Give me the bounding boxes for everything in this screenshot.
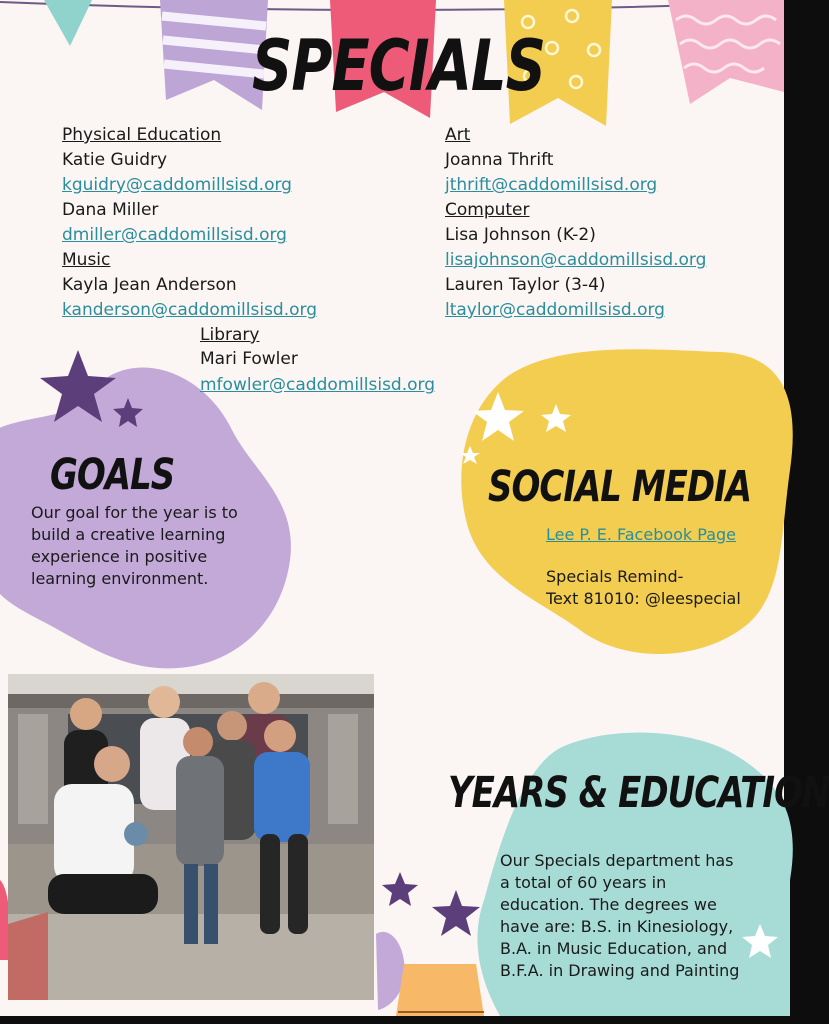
- pe-teacher-name: Katie Guidry: [62, 150, 168, 170]
- page-title: SPECIALS: [252, 26, 545, 108]
- years-education-title: YEARS & EDUCATION: [448, 768, 829, 818]
- pe-teacher-email-link[interactable]: kguidry@caddomillsisd.org: [62, 175, 292, 195]
- computer-heading: Computer: [445, 200, 530, 220]
- education-line: have are: B.S. in Kinesiology,: [500, 917, 734, 936]
- team-photo: [8, 674, 374, 1000]
- library-heading: Library: [200, 325, 260, 345]
- star-icon: [432, 890, 480, 936]
- library-teacher-name: Mari Fowler: [200, 349, 298, 369]
- computer-teacher-email-link[interactable]: ltaylor@caddomillsisd.org: [445, 300, 665, 320]
- book-icon: [396, 964, 484, 1016]
- pe-teacher-email-link[interactable]: dmiller@caddomillsisd.org: [62, 225, 287, 245]
- star-icon: [382, 872, 418, 906]
- music-heading: Music: [62, 250, 111, 270]
- music-teacher-email-link[interactable]: kanderson@caddomillsisd.org: [62, 300, 317, 320]
- goals-title: GOALS: [50, 450, 175, 500]
- team-photo-illustration: [8, 674, 374, 1000]
- goals-line: Our goal for the year is to: [31, 503, 238, 522]
- music-teacher-name: Kayla Jean Anderson: [62, 275, 237, 295]
- education-line: education. The degrees we: [500, 895, 717, 914]
- computer-teacher-name: Lauren Taylor (3-4): [445, 275, 606, 295]
- art-heading: Art: [445, 125, 471, 145]
- facebook-page-link[interactable]: Lee P. E. Facebook Page: [546, 525, 737, 544]
- goals-text: [31, 502, 291, 590]
- art-teacher-email-link[interactable]: jthrift@caddomillsisd.org: [445, 175, 658, 195]
- computer-teacher-name: Lisa Johnson (K-2): [445, 225, 596, 245]
- bunting-flag-pink: [668, 0, 784, 104]
- pe-teacher-name: Dana Miller: [62, 200, 159, 220]
- goals-line: learning environment.: [31, 569, 209, 588]
- education-line: Our Specials department has: [500, 851, 734, 870]
- library-teacher-email-link[interactable]: mfowler@caddomillsisd.org: [200, 375, 436, 395]
- bunting-flag-teal: [44, 0, 92, 46]
- pe-heading: Physical Education: [62, 125, 222, 145]
- bottom-bar: [0, 1016, 784, 1024]
- remind-text: [546, 566, 776, 610]
- education-line: a total of 60 years in: [500, 873, 667, 892]
- years-education-text: [500, 850, 784, 982]
- education-line: B.A. in Music Education, and: [500, 939, 728, 958]
- remind-line: Text 81010: @leespecial: [546, 589, 741, 608]
- computer-teacher-email-link[interactable]: lisajohnson@caddomillsisd.org: [445, 250, 707, 270]
- remind-line: Specials Remind-: [546, 567, 684, 586]
- education-line: B.F.A. in Drawing and Painting: [500, 961, 740, 980]
- goals-line: experience in positive: [31, 547, 208, 566]
- social-media-title: SOCIAL MEDIA: [488, 462, 752, 512]
- goals-line: build a creative learning: [31, 525, 226, 544]
- art-teacher-name: Joanna Thrift: [445, 150, 554, 170]
